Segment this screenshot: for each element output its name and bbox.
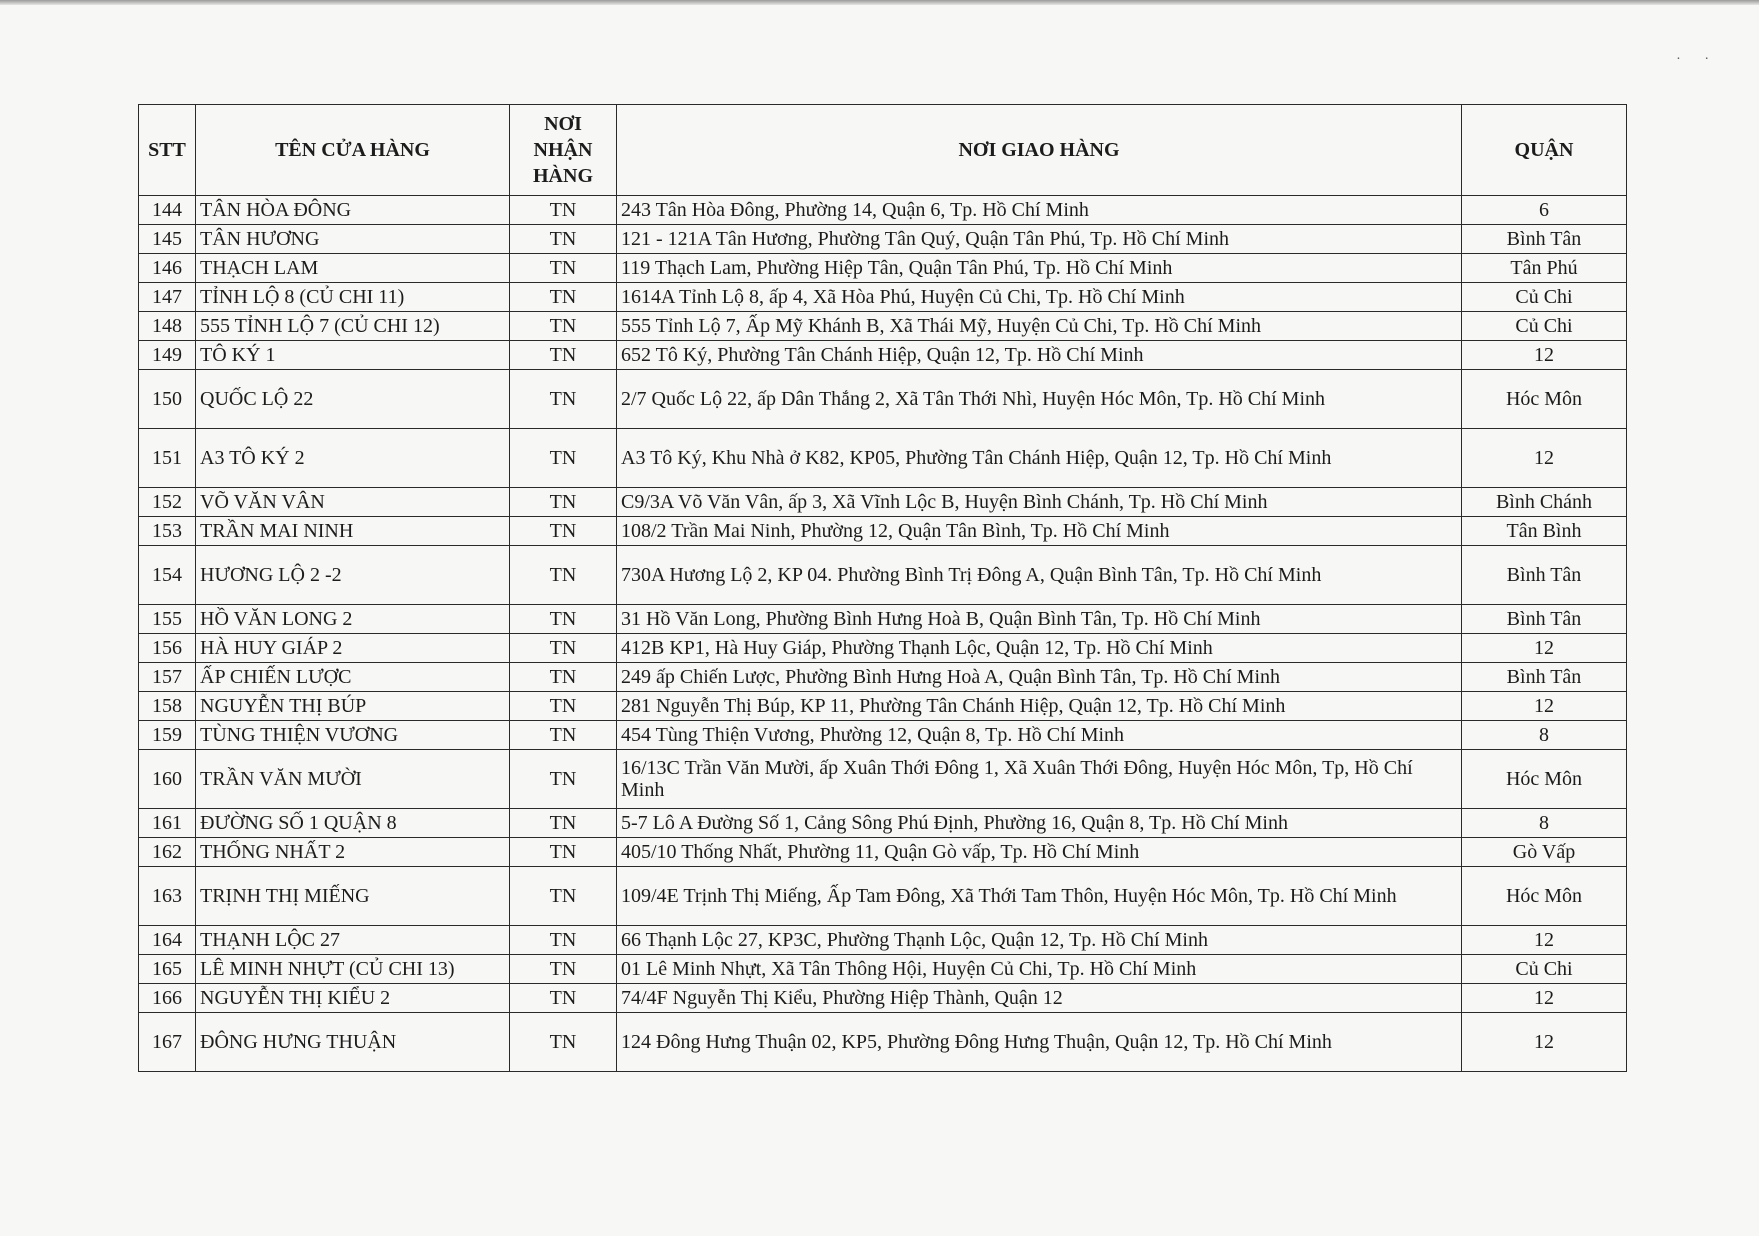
cell-delivery-address: 16/13C Trần Văn Mười, ấp Xuân Thới Đông 1, Xã Xuân Thới Đông, Huyện Hóc Môn, Tp, Hồ Chí Minh [617, 750, 1462, 809]
cell-district: Bình Tân [1462, 663, 1627, 692]
table-row [139, 984, 1627, 1013]
table-row [139, 750, 1627, 809]
cell-district: Hóc Môn [1462, 370, 1627, 429]
table-row [139, 370, 1627, 429]
cell-stt: 159 [139, 721, 196, 750]
header-receive-location: NƠI NHẬN HÀNG [510, 105, 617, 196]
cell-store-name: NGUYỄN THỊ BÚP [196, 692, 510, 721]
cell-stt: 155 [139, 605, 196, 634]
cell-receive-location: TN [510, 926, 617, 955]
cell-stt: 167 [139, 1013, 196, 1072]
cell-store-name: TÂN HƯƠNG [196, 225, 510, 254]
cell-delivery-address: 5-7 Lô A Đường Số 1, Cảng Sông Phú Định, Phường 16, Quận 8, Tp. Hồ Chí Minh [617, 809, 1462, 838]
cell-receive-location: TN [510, 721, 617, 750]
table-row [139, 225, 1627, 254]
scan-edge [0, 0, 1759, 5]
table-row [139, 721, 1627, 750]
cell-district: Hóc Môn [1462, 867, 1627, 926]
cell-district: 12 [1462, 984, 1627, 1013]
cell-receive-location: TN [510, 225, 617, 254]
table-row [139, 692, 1627, 721]
cell-delivery-address: 108/2 Trần Mai Ninh, Phường 12, Quận Tân Bình, Tp. Hồ Chí Minh [617, 517, 1462, 546]
cell-delivery-address: C9/3A Võ Văn Vân, ấp 3, Xã Vĩnh Lộc B, Huyện Bình Chánh, Tp. Hồ Chí Minh [617, 488, 1462, 517]
table-row [139, 488, 1627, 517]
cell-district: 12 [1462, 1013, 1627, 1072]
cell-receive-location: TN [510, 312, 617, 341]
cell-stt: 149 [139, 341, 196, 370]
cell-store-name: TÔ KÝ 1 [196, 341, 510, 370]
cell-receive-location: TN [510, 196, 617, 225]
cell-receive-location: TN [510, 750, 617, 809]
cell-store-name: HỒ VĂN LONG 2 [196, 605, 510, 634]
table-row [139, 429, 1627, 488]
cell-district: 12 [1462, 692, 1627, 721]
cell-store-name: TRẦN VĂN MƯỜI [196, 750, 510, 809]
cell-stt: 160 [139, 750, 196, 809]
cell-receive-location: TN [510, 370, 617, 429]
cell-store-name: TRẦN MAI NINH [196, 517, 510, 546]
cell-district: Củ Chi [1462, 283, 1627, 312]
cell-district: Bình Tân [1462, 546, 1627, 605]
cell-district: Tân Bình [1462, 517, 1627, 546]
cell-store-name: TỈNH LỘ 8 (CỦ CHI 11) [196, 283, 510, 312]
cell-stt: 158 [139, 692, 196, 721]
cell-store-name: ẤP CHIẾN LƯỢC [196, 663, 510, 692]
cell-receive-location: TN [510, 283, 617, 312]
cell-stt: 163 [139, 867, 196, 926]
cell-delivery-address: 01 Lê Minh Nhựt, Xã Tân Thông Hội, Huyện Củ Chi, Tp. Hồ Chí Minh [617, 955, 1462, 984]
cell-receive-location: TN [510, 663, 617, 692]
table-row [139, 605, 1627, 634]
cell-receive-location: TN [510, 955, 617, 984]
cell-district: Gò Vấp [1462, 838, 1627, 867]
cell-delivery-address: 412B KP1, Hà Huy Giáp, Phường Thạnh Lộc, Quận 12, Tp. Hồ Chí Minh [617, 634, 1462, 663]
cell-district: Bình Tân [1462, 605, 1627, 634]
cell-store-name: THẠCH LAM [196, 254, 510, 283]
cell-delivery-address: 454 Tùng Thiện Vương, Phường 12, Quận 8, Tp. Hồ Chí Minh [617, 721, 1462, 750]
cell-delivery-address: 74/4F Nguyễn Thị Kiểu, Phường Hiệp Thành, Quận 12 [617, 984, 1462, 1013]
header-delivery-address: NƠI GIAO HÀNG [617, 105, 1462, 196]
cell-stt: 146 [139, 254, 196, 283]
table-body [139, 196, 1627, 1072]
cell-delivery-address: 405/10 Thống Nhất, Phường 11, Quận Gò vấp, Tp. Hồ Chí Minh [617, 838, 1462, 867]
cell-delivery-address: 249 ấp Chiến Lược, Phường Bình Hưng Hoà A, Quận Bình Tân, Tp. Hồ Chí Minh [617, 663, 1462, 692]
table-row [139, 838, 1627, 867]
table-row [139, 517, 1627, 546]
cell-delivery-address: 31 Hồ Văn Long, Phường Bình Hưng Hoà B, Quận Bình Tân, Tp. Hồ Chí Minh [617, 605, 1462, 634]
header-district: QUẬN [1462, 105, 1627, 196]
cell-store-name: HÀ HUY GIÁP 2 [196, 634, 510, 663]
cell-store-name: VÕ VĂN VÂN [196, 488, 510, 517]
cell-district: 12 [1462, 926, 1627, 955]
table-row [139, 809, 1627, 838]
cell-stt: 166 [139, 984, 196, 1013]
cell-receive-location: TN [510, 838, 617, 867]
cell-receive-location: TN [510, 429, 617, 488]
cell-store-name: LÊ MINH NHỰT (CỦ CHI 13) [196, 955, 510, 984]
header-stt: STT [139, 105, 196, 196]
page-marks: · · [1676, 52, 1719, 67]
cell-store-name: TRỊNH THỊ MIẾNG [196, 867, 510, 926]
cell-store-name: THỐNG NHẤT 2 [196, 838, 510, 867]
cell-stt: 162 [139, 838, 196, 867]
table-row [139, 955, 1627, 984]
header-store-name: TÊN CỬA HÀNG [196, 105, 510, 196]
cell-store-name: ĐÔNG HƯNG THUẬN [196, 1013, 510, 1072]
cell-stt: 157 [139, 663, 196, 692]
cell-delivery-address: 555 Tỉnh Lộ 7, Ấp Mỹ Khánh B, Xã Thái Mỹ, Huyện Củ Chi, Tp. Hồ Chí Minh [617, 312, 1462, 341]
cell-store-name: A3 TÔ KÝ 2 [196, 429, 510, 488]
cell-receive-location: TN [510, 984, 617, 1013]
cell-district: Củ Chi [1462, 312, 1627, 341]
cell-stt: 164 [139, 926, 196, 955]
cell-delivery-address: 730A Hương Lộ 2, KP 04. Phường Bình Trị Đông A, Quận Bình Tân, Tp. Hồ Chí Minh [617, 546, 1462, 605]
cell-delivery-address: 124 Đông Hưng Thuận 02, KP5, Phường Đông Hưng Thuận, Quận 12, Tp. Hồ Chí Minh [617, 1013, 1462, 1072]
cell-delivery-address: A3 Tô Ký, Khu Nhà ở K82, KP05, Phường Tân Chánh Hiệp, Quận 12, Tp. Hồ Chí Minh [617, 429, 1462, 488]
cell-store-name: HƯƠNG LỘ 2 -2 [196, 546, 510, 605]
cell-store-name: TÂN HÒA ĐÔNG [196, 196, 510, 225]
cell-district: Bình Tân [1462, 225, 1627, 254]
cell-receive-location: TN [510, 488, 617, 517]
cell-delivery-address: 66 Thạnh Lộc 27, KP3C, Phường Thạnh Lộc, Quận 12, Tp. Hồ Chí Minh [617, 926, 1462, 955]
cell-delivery-address: 109/4E Trịnh Thị Miếng, Ấp Tam Đông, Xã Thới Tam Thôn, Huyện Hóc Môn, Tp. Hồ Chí Minh [617, 867, 1462, 926]
cell-district: 8 [1462, 809, 1627, 838]
cell-district: Tân Phú [1462, 254, 1627, 283]
cell-district: 12 [1462, 429, 1627, 488]
cell-receive-location: TN [510, 809, 617, 838]
cell-district: Củ Chi [1462, 955, 1627, 984]
table-row [139, 283, 1627, 312]
cell-delivery-address: 121 - 121A Tân Hương, Phường Tân Quý, Quận Tân Phú, Tp. Hồ Chí Minh [617, 225, 1462, 254]
cell-district: 8 [1462, 721, 1627, 750]
cell-district: 12 [1462, 341, 1627, 370]
cell-district: Bình Chánh [1462, 488, 1627, 517]
table-row [139, 196, 1627, 225]
cell-store-name: THẠNH LỘC 27 [196, 926, 510, 955]
cell-stt: 152 [139, 488, 196, 517]
cell-store-name: QUỐC LỘ 22 [196, 370, 510, 429]
cell-district: 6 [1462, 196, 1627, 225]
cell-receive-location: TN [510, 254, 617, 283]
table-row [139, 663, 1627, 692]
cell-delivery-address: 2/7 Quốc Lộ 22, ấp Dân Thắng 2, Xã Tân Thới Nhì, Huyện Hóc Môn, Tp. Hồ Chí Minh [617, 370, 1462, 429]
store-delivery-table [138, 104, 1627, 1072]
table-header [139, 105, 1627, 196]
table-row [139, 546, 1627, 605]
cell-stt: 150 [139, 370, 196, 429]
cell-delivery-address: 652 Tô Ký, Phường Tân Chánh Hiệp, Quận 12, Tp. Hồ Chí Minh [617, 341, 1462, 370]
cell-stt: 144 [139, 196, 196, 225]
cell-receive-location: TN [510, 867, 617, 926]
cell-delivery-address: 281 Nguyễn Thị Búp, KP 11, Phường Tân Chánh Hiệp, Quận 12, Tp. Hồ Chí Minh [617, 692, 1462, 721]
cell-delivery-address: 1614A Tỉnh Lộ 8, ấp 4, Xã Hòa Phú, Huyện Củ Chi, Tp. Hồ Chí Minh [617, 283, 1462, 312]
cell-receive-location: TN [510, 517, 617, 546]
cell-stt: 165 [139, 955, 196, 984]
cell-delivery-address: 119 Thạch Lam, Phường Hiệp Tân, Quận Tân Phú, Tp. Hồ Chí Minh [617, 254, 1462, 283]
table-row [139, 634, 1627, 663]
cell-stt: 145 [139, 225, 196, 254]
cell-receive-location: TN [510, 1013, 617, 1072]
cell-delivery-address: 243 Tân Hòa Đông, Phường 14, Quận 6, Tp. Hồ Chí Minh [617, 196, 1462, 225]
cell-receive-location: TN [510, 341, 617, 370]
cell-district: Hóc Môn [1462, 750, 1627, 809]
cell-store-name: NGUYỄN THỊ KIỂU 2 [196, 984, 510, 1013]
cell-receive-location: TN [510, 605, 617, 634]
table-row [139, 867, 1627, 926]
cell-stt: 148 [139, 312, 196, 341]
table-row [139, 1013, 1627, 1072]
cell-store-name: 555 TỈNH LỘ 7 (CỦ CHI 12) [196, 312, 510, 341]
cell-store-name: TÙNG THIỆN VƯƠNG [196, 721, 510, 750]
cell-store-name: ĐƯỜNG SỐ 1 QUẬN 8 [196, 809, 510, 838]
cell-stt: 161 [139, 809, 196, 838]
cell-district: 12 [1462, 634, 1627, 663]
header-row [139, 105, 1627, 196]
table-row [139, 341, 1627, 370]
cell-stt: 154 [139, 546, 196, 605]
table-row [139, 926, 1627, 955]
table-row [139, 312, 1627, 341]
cell-stt: 156 [139, 634, 196, 663]
cell-stt: 147 [139, 283, 196, 312]
cell-stt: 153 [139, 517, 196, 546]
cell-receive-location: TN [510, 692, 617, 721]
cell-receive-location: TN [510, 634, 617, 663]
table-row [139, 254, 1627, 283]
cell-stt: 151 [139, 429, 196, 488]
cell-receive-location: TN [510, 546, 617, 605]
